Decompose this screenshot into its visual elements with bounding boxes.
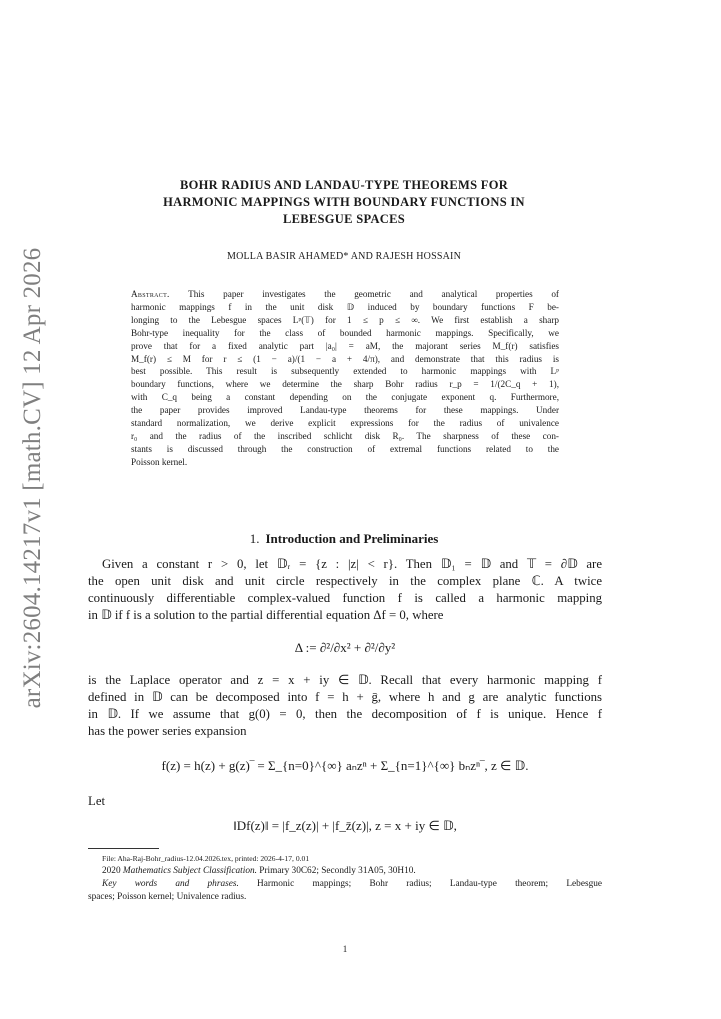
msc-footnote (88, 865, 602, 878)
footnotes (88, 852, 602, 904)
paragraph-line: Given a constant r > 0, let 𝔻ᵣ = {z : |z| < r}. Then 𝔻₁ = 𝔻 and 𝕋 = ∂𝔻 are (102, 557, 602, 571)
abstract (131, 288, 559, 469)
abstract-line: prove that for a fixed analytic part |a₀| = aM, the majorant series M_f(r) satisfies (131, 340, 559, 351)
page-number: 1 (342, 944, 348, 954)
title-line: HARMONIC MAPPINGS WITH BOUNDARY FUNCTIONS IN (163, 195, 525, 209)
equation-laplace: Δ := ∂²/∂x² + ∂²/∂y² (294, 640, 396, 655)
paragraph-line: has the power series expansion (88, 724, 247, 738)
abstract-line: best possible. This result is subsequently extended to harmonic mappings with Lᵖ (131, 366, 559, 377)
paragraph-line: continuously differentiable complex-valued function f is called a harmonic mapping (88, 591, 602, 605)
msc-year: 2020 (102, 866, 121, 876)
abstract-line: with C_q being a constant depending on the conjugate exponent q. Furthermore, (131, 392, 559, 403)
title-line: BOHR RADIUS AND LANDAU-TYPE THEOREMS FOR (179, 178, 509, 192)
paragraph-line: in 𝔻 if f is a solution to the partial differential equation Δf = 0, where (88, 608, 444, 622)
keywords-text: Harmonic mappings; Bohr radius; Landau-type theorem; Lebesgue (257, 879, 602, 889)
equation-jacobian-norm: ‖Df(z)‖ = |f_z(z)| + |f_z̄(z)|, z = x + iy ∈ 𝔻, (233, 818, 457, 833)
footnote-rule (88, 848, 159, 849)
section-heading (88, 531, 600, 547)
title-line: LEBESGUE SPACES (282, 212, 406, 226)
msc-text: Primary 30C62; Secondly 31A05, 30H10. (259, 866, 416, 876)
let-text: Let (88, 794, 106, 808)
abstract-line: boundary functions, where we determine the sharp Bohr radius r_p = 1/(2C_q + 1), (131, 379, 559, 390)
paragraph-intro (88, 556, 602, 624)
abstract-line: the paper provides improved Landau-type theorems for these mappings. Under (131, 405, 559, 416)
keywords-footnote-continued: spaces; Poisson kernel; Univalence radius. (88, 892, 247, 902)
section-number: 1. (249, 531, 260, 546)
abstract-text: This paper investigates the geometric and analytical properties of (188, 289, 559, 299)
paper-title (88, 177, 600, 228)
abstract-line: r₀ and the radius of the inscribed schlicht disk R₀. The sharpness of these con- (131, 430, 559, 441)
paragraph-line: defined in 𝔻 can be decomposed into f = h + ḡ, where h and g are analytic functions (88, 690, 602, 704)
abstract-line (131, 288, 559, 301)
equation-power-series: f(z) = h(z) + g(z)‾ = Σ_{n=0}^{∞} aₙzⁿ + Σ_{n=1}^{∞} bₙzⁿ‾, z ∈ 𝔻. (161, 758, 529, 773)
keywords-footnote (88, 878, 602, 891)
section-title: Introduction and Preliminaries (265, 531, 439, 546)
arxiv-identifier-stamp: arXiv:2604.14217v1 [math.CV] 12 Apr 2026 (19, 247, 46, 709)
keywords-label: Key words and phrases. (102, 879, 239, 889)
author-list: MOLLA BASIR AHAMED* AND RAJESH HOSSAIN (226, 251, 462, 262)
abstract-line: Poisson kernel. (131, 456, 188, 467)
paragraph-decomposition (88, 672, 602, 740)
abstract-line: Bohr-type inequality for the class of bounded harmonic mappings. Specifically, we (131, 327, 559, 338)
abstract-line: harmonic mappings f in the unit disk 𝔻 induced by boundary functions F be- (131, 301, 559, 312)
abstract-line: M_f(r) ≤ M for r ≤ (1 − a)/(1 − a + 4/π), and demonstrate that this radius is (131, 353, 559, 364)
abstract-heading: Abstract. (131, 289, 170, 299)
paragraph-line: is the Laplace operator and z = x + iy ∈ 𝔻. Recall that every harmonic mapping f (88, 673, 602, 687)
paragraph-line: in 𝔻. If we assume that g(0) = 0, then the decomposition of f is unique. Hence f (88, 707, 602, 721)
file-info-footnote: File: Aha-Raj-Bohr_radius-12.04.2026.tex, printed: 2026-4-17, 0.01 (102, 854, 310, 863)
abstract-line: stants is discussed through the construction of extremal functions related to the (131, 443, 559, 454)
msc-label: Mathematics Subject Classification. (122, 866, 257, 876)
abstract-line: standard normalization, we derive explicit expressions for the radius of univalence (131, 418, 559, 429)
paragraph-line: the open unit disk and unit circle respectively in the complex plane ℂ. A twice (88, 574, 602, 588)
abstract-line: longing to the Lebesgue spaces Lᵖ(𝕋) for 1 ≤ p ≤ ∞. We first establish a sharp (131, 314, 559, 325)
